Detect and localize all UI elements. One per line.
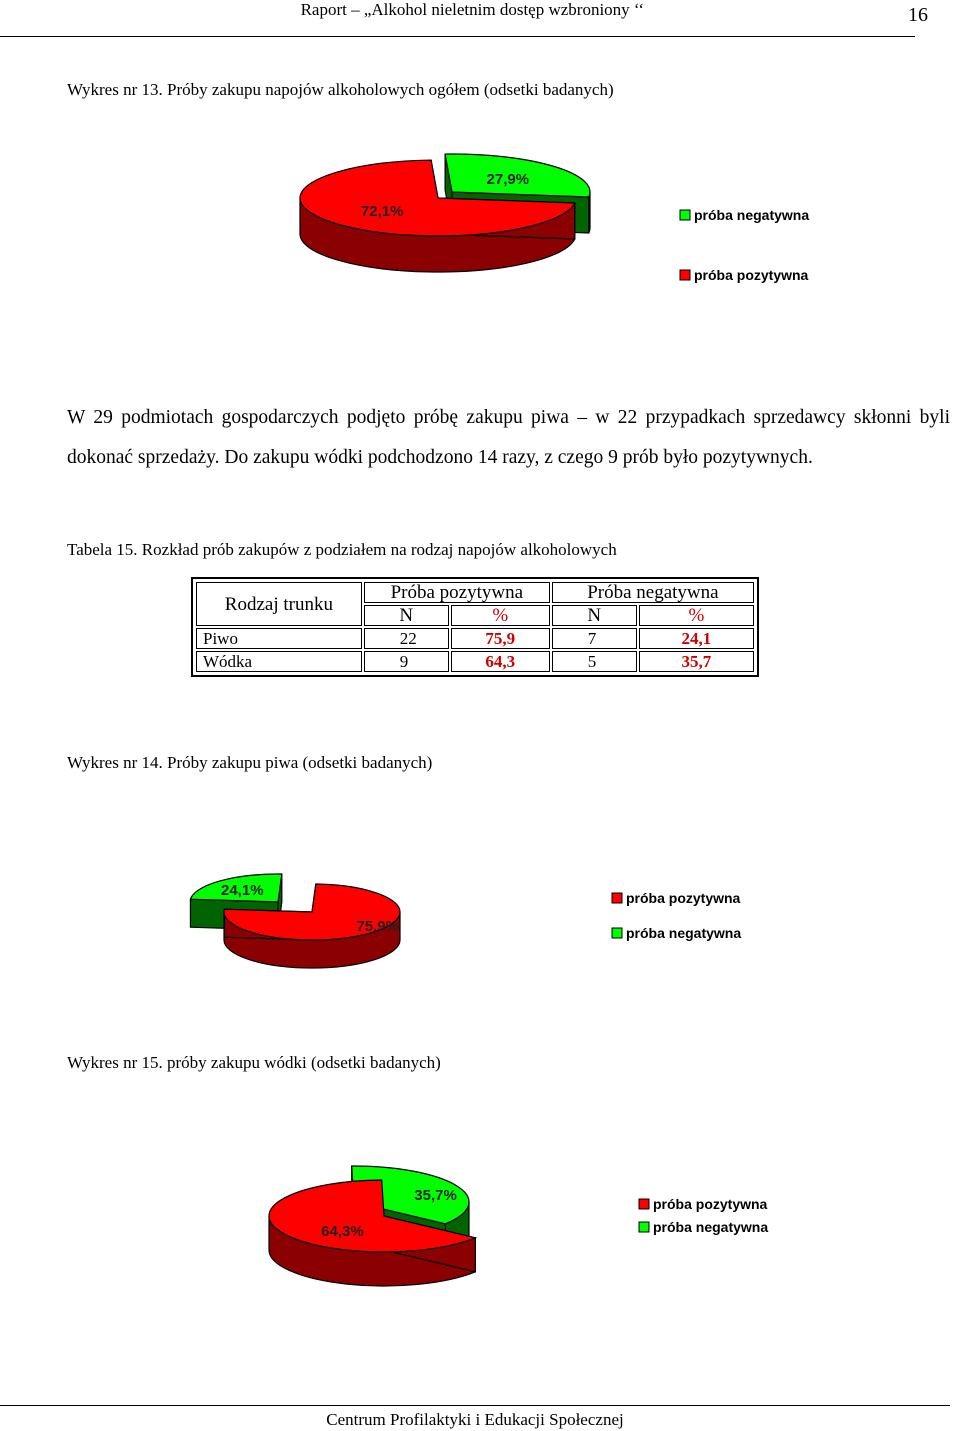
header-rodzaj: Rodzaj trunku bbox=[196, 582, 362, 626]
legend-entry-negative: próba negatywna bbox=[626, 925, 742, 941]
page-number: 16 bbox=[908, 4, 928, 26]
row-pos-pct: 64,3 bbox=[451, 651, 550, 672]
header-neg-n: N bbox=[552, 605, 637, 626]
legend-swatch-positive bbox=[612, 893, 622, 903]
row-pos-pct: 75,9 bbox=[451, 628, 550, 649]
header-neg-pct: % bbox=[639, 605, 754, 626]
row-neg-pct: 35,7 bbox=[639, 651, 754, 672]
page-footer: Centrum Profilaktyki i Edukacji Społecznej bbox=[326, 1410, 624, 1429]
header-title: Raport – „Alkohol nieletnim dostęp wzbroniony ‘‘ bbox=[300, 0, 644, 19]
legend-swatch-negative bbox=[639, 1222, 649, 1232]
chart13-caption: Wykres nr 13. Próby zakupu napojów alkoholowych ogółem (odsetki badanych) bbox=[67, 80, 614, 99]
paragraph-text: W 29 podmiotach gospodarczych podjęto próbę zakupu piwa – w 22 przypadkach sprzedawcy skłonni byli dokonać sprzedaży. Do zakupu wódki podchodzono 14 razy, z czego 9 prób było pozytywnych. bbox=[67, 407, 950, 468]
pie-label-negative: 24,1% bbox=[221, 881, 264, 899]
page-header bbox=[0, 0, 960, 40]
pie-label-positive: 64,3% bbox=[321, 1222, 364, 1240]
legend-entry-positive: próba pozytywna bbox=[626, 890, 741, 906]
table-row bbox=[196, 628, 754, 649]
row-pos-n: 22 bbox=[364, 628, 449, 649]
row-name: Wódka bbox=[196, 651, 362, 672]
table15-grid bbox=[194, 580, 756, 674]
chart13 bbox=[0, 150, 960, 390]
body-paragraph bbox=[0, 398, 950, 478]
legend-swatch-negative bbox=[612, 928, 622, 938]
row-pos-n: 9 bbox=[364, 651, 449, 672]
chart14 bbox=[0, 860, 960, 980]
legend-entry-negative: próba negatywna bbox=[694, 207, 810, 223]
chart15 bbox=[0, 1160, 960, 1290]
row-name: Piwo bbox=[196, 628, 362, 649]
chart14-caption: Wykres nr 14. Próby zakupu piwa (odsetki badanych) bbox=[67, 753, 433, 772]
header-pos-pct: % bbox=[451, 605, 550, 626]
legend-swatch-negative bbox=[680, 210, 690, 220]
pie-label-negative: 27,9% bbox=[486, 170, 530, 188]
chart14-svg bbox=[0, 860, 960, 980]
row-neg-n: 5 bbox=[552, 651, 637, 672]
header-positive: Próba pozytywna bbox=[364, 582, 550, 603]
pie-label-negative: 35,7% bbox=[414, 1187, 457, 1205]
chart15-svg bbox=[0, 1160, 960, 1290]
table15-caption: Tabela 15. Rozkład prób zakupów z podziałem na rodzaj napojów alkoholowych bbox=[67, 540, 617, 559]
pie-label-positive: 75,9% bbox=[356, 918, 399, 936]
table-row bbox=[196, 651, 754, 672]
legend-swatch-positive bbox=[639, 1199, 649, 1209]
legend-entry-positive: próba pozytywna bbox=[653, 1196, 768, 1212]
header-rule bbox=[0, 36, 915, 37]
table15 bbox=[191, 577, 759, 677]
row-neg-n: 7 bbox=[552, 628, 637, 649]
legend-entry-negative: próba negatywna bbox=[653, 1219, 769, 1235]
chart15-caption: Wykres nr 15. próby zakupu wódki (odsetki badanych) bbox=[67, 1053, 441, 1072]
row-neg-pct: 24,1 bbox=[639, 628, 754, 649]
chart13-svg bbox=[0, 150, 960, 390]
pie-label-positive: 72,1% bbox=[360, 203, 404, 221]
header-pos-n: N bbox=[364, 605, 449, 626]
legend-entry-positive: próba pozytywna bbox=[694, 267, 809, 283]
header-negative: Próba negatywna bbox=[552, 582, 754, 603]
legend-swatch-positive bbox=[680, 270, 690, 280]
footer-rule bbox=[0, 1405, 950, 1406]
